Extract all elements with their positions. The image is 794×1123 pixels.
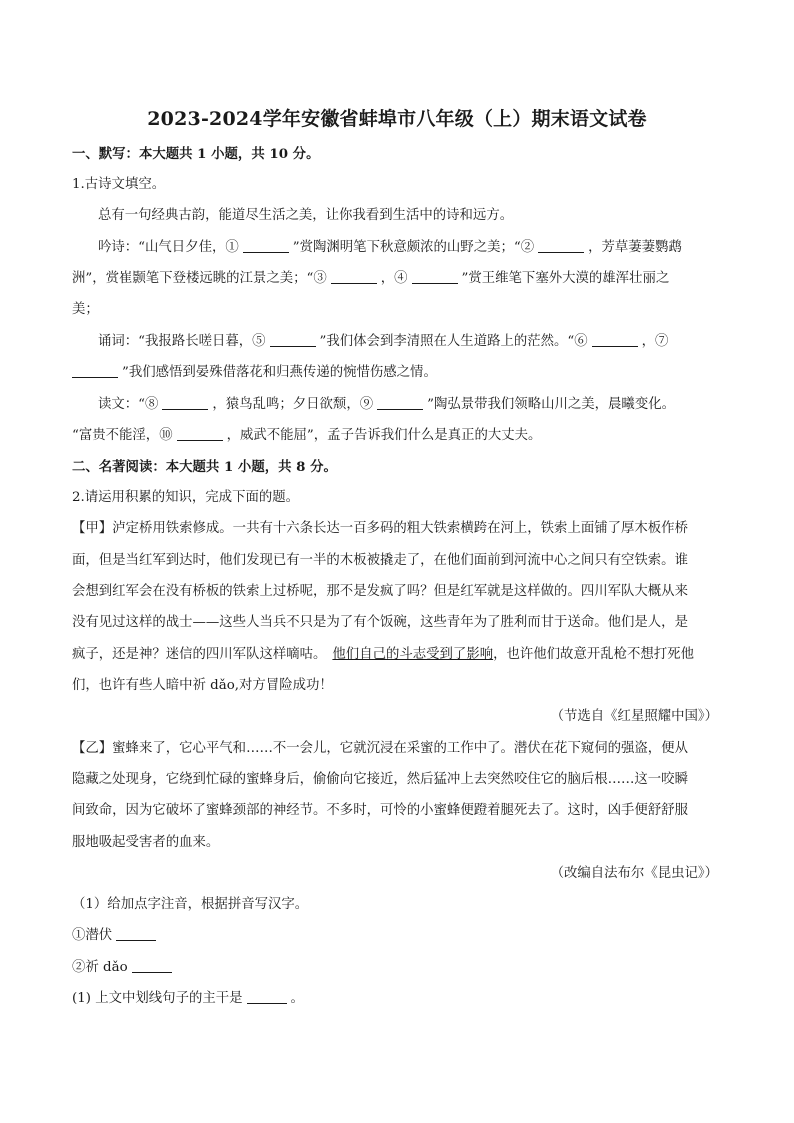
answer-blank-main-clause[interactable] [247,989,287,1004]
exam-title: 2023-2024学年安徽省蚌埠市八年级（上）期末语文试卷 [147,108,647,130]
underlined-sentence: 他们自己的斗志受到了影响 [332,647,494,662]
subquestion-1-item-2: ②祈 dǎo [72,958,176,978]
answer-blank-8[interactable] [162,395,208,410]
q1-yinshi-line2: 洲”，赏崔颢笔下登楼远眺的江景之美；“③ ，④ ”赏王维笔下塞外大漠的雄浑壮丽之 [72,271,670,286]
answer-blank-2[interactable] [538,238,584,253]
q1-yinshi-line1: 吟诗：“山气日夕佳，① ”赏陶渊明笔下秋意颇浓的山野之美；“② ，芳草萋萋鹦鹉 [98,240,682,255]
q1-duwen-line2: “富贵不能淫，⑩ ，威武不能屈”，孟子告诉我们什么是真正的大丈夫。 [72,428,542,443]
question-2-label: 2.请运用积累的知识，完成下面的题。 [72,490,300,505]
answer-blank-4[interactable] [412,269,458,284]
passage-jia-line: 面，但是当红军到达时，他们发现已有一半的木板被撬走了，在他们面前到河流中心之间只有空铁索。谁 [72,553,688,568]
passage-yi-line: 服地吸起受害者的血来。 [72,835,220,850]
passage-jia-source: （节选自《红星照耀中国》） [550,709,718,724]
passage-yi-line: 间致命，因为它破坏了蜜蜂颈部的神经节。不多时，可怜的小蜜蜂便蹬着腿死去了。这时，凶手便舒舒服 [72,803,688,818]
subquestion-2: (1) 上文中划线句子的主干是 。 [72,991,304,1006]
passage-yi-line: 隐藏之处现身，它绕到忙碌的蜜蜂身后，偷偷向它接近，然后猛冲上去突然咬住它的脑后根……这一咬瞬 [72,772,688,787]
passage-jia-line: 没有见过这样的战士——这些人当兵不只是为了有个饭碗，这些青年为了胜利而甘于送命。他们是人，是 [72,615,688,630]
answer-blank-hanzi[interactable] [132,958,172,973]
section-2-header: 二、名著阅读：本大题共 1 小题，共 8 分。 [72,459,337,475]
passage-jia-line: 会想到红军会在没有桥板的铁索上过桥呢，那不是发疯了吗？但是红军就是这样做的。四川军队大概从来 [72,584,688,599]
answer-blank-pinyin[interactable] [116,926,156,941]
passage-jia-line: 【甲】泸定桥用铁索修成。一共有十六条长达一百多码的粗大铁索横跨在河上，铁索上面铺了厚木板作桥 [72,521,688,536]
passage-yi-line: 【乙】蜜蜂来了，它心平气和……不一会儿，它就沉浸在采蜜的工作中了。潜伏在花下窥伺的强盗，便从 [72,741,688,756]
passage-yi-source: （改编自法布尔《昆虫记》） [550,866,718,881]
question-1-label: 1.古诗文填空。 [72,177,166,192]
q1-yinshi-line3: 美； [72,302,99,317]
q1-songci-line2: ”我们感悟到晏殊借落花和归燕传递的惋惜伤感之情。 [72,363,437,383]
subquestion-1: （1）给加点字注音，根据拼音写汉字。 [72,897,309,912]
answer-blank-5[interactable] [270,332,316,347]
answer-blank-9[interactable] [377,395,423,410]
section-1-header: 一、默写：本大题共 1 小题，共 10 分。 [72,146,320,162]
answer-blank-3[interactable] [331,269,377,284]
answer-blank-7[interactable] [72,363,118,378]
answer-blank-1[interactable] [243,238,289,253]
subquestion-1-item-1: ①潜伏 [72,926,160,946]
q1-duwen-line1: 读文：“⑧ ，猿鸟乱鸣；夕日欲颓，⑨ ”陶弘景带我们领略山川之美，晨曦变化。 [98,397,675,412]
q1-songci-line1: 诵词：“我报路长嗟日暮，⑤ ”我们体会到李清照在人生道路上的茫然。“⑥ ，⑦ [98,334,669,349]
passage-jia-line: 疯子，还是神？迷信的四川军队这样嘀咕。 他们自己的斗志受到了影响，也许他们故意开乱枪不想打死他 [72,647,694,662]
passage-jia-line: 们，也许有些人暗中祈 dǎo,对方冒险成功！ [72,678,333,693]
answer-blank-10[interactable] [177,426,223,441]
q1-intro: 总有一句经典古韵，能道尽生活之美，让你我看到生活中的诗和远方。 [98,208,514,223]
answer-blank-6[interactable] [592,332,638,347]
